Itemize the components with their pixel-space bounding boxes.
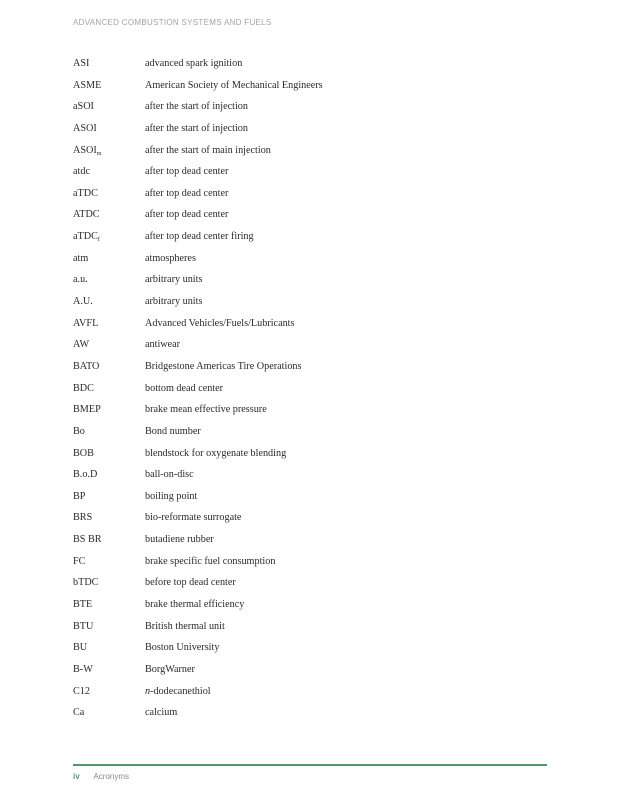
list-item [73, 621, 543, 643]
acronym-definition [145, 448, 286, 459]
acronym-term [73, 318, 98, 329]
definition-text: brake mean effective pressure [145, 404, 267, 416]
definition-text: bio-reformate surrogate [145, 512, 242, 524]
list-item [73, 274, 543, 296]
acronym-term [73, 361, 99, 372]
footer [73, 772, 129, 781]
list-item [73, 80, 543, 102]
acronym-term [73, 209, 100, 220]
list-item [73, 383, 543, 405]
acronym-definition [145, 383, 223, 394]
list-item [73, 491, 543, 513]
list-item [73, 209, 543, 231]
acronym-definition [145, 274, 202, 285]
definition-text: BorgWarner [145, 663, 195, 675]
acronym-term-text: AVFL [73, 317, 99, 329]
acronym-term [73, 534, 102, 545]
acronym-definition [145, 296, 202, 307]
acronym-term-text: ASOI [73, 122, 97, 134]
list-item [73, 556, 543, 578]
definition-text: blendstock for oxygenate blending [145, 447, 287, 459]
acronym-term-text: BTU [73, 620, 94, 632]
list-item [73, 145, 543, 167]
acronym-term-text: bTDC [73, 577, 99, 589]
acronym-term-text: atm [73, 252, 89, 264]
acronym-term-text: B-W [73, 663, 93, 675]
acronym-term [73, 296, 93, 307]
acronym-definition [145, 404, 267, 415]
acronym-term-text: FC [73, 555, 86, 567]
acronym-term-text: ATDC [73, 209, 100, 221]
acronym-term-text: Bo [73, 425, 85, 437]
acronym-term [73, 491, 85, 502]
acronym-term-text: BRS [73, 512, 93, 524]
definition-italic-prefix: n [145, 685, 151, 697]
acronym-definition [145, 231, 254, 242]
list-item [73, 361, 543, 383]
acronym-definition [145, 621, 225, 632]
definition-text: American Society of Mechanical Engineers [145, 79, 323, 91]
acronym-term [73, 145, 101, 157]
acronym-definition [145, 253, 196, 264]
acronym-term [73, 556, 85, 567]
acronym-term [73, 80, 101, 91]
list-item [73, 469, 543, 491]
list-item [73, 58, 543, 80]
acronym-term [73, 707, 84, 718]
acronym-list [73, 58, 543, 729]
acronym-term [73, 469, 97, 480]
list-item [73, 534, 543, 556]
acronym-term [73, 274, 88, 285]
acronym-term [73, 253, 88, 264]
acronym-definition [145, 58, 242, 69]
definition-text: after the start of main injection [145, 144, 271, 156]
acronym-term [73, 166, 90, 177]
definition-text: arbitrary units [145, 296, 203, 308]
acronym-term-text: Ca [73, 707, 85, 719]
definition-text: bottom dead center [145, 382, 224, 394]
acronym-term-text: BOB [73, 447, 94, 459]
definition-text: calcium [145, 707, 178, 719]
list-item [73, 512, 543, 534]
acronym-term [73, 664, 93, 675]
list-item [73, 664, 543, 686]
list-item [73, 599, 543, 621]
acronym-definition [145, 166, 228, 177]
acronym-term [73, 577, 98, 588]
definition-text: butadiene rubber [145, 534, 214, 546]
acronym-term-text: BMEP [73, 404, 101, 416]
acronym-definition [145, 491, 197, 502]
definition-text: after the start of injection [145, 101, 248, 113]
acronym-term-text: BU [73, 642, 88, 654]
acronym-term [73, 101, 94, 112]
definition-text: antiwear [145, 339, 181, 351]
definition-text: after top dead center [145, 187, 229, 199]
definition-text: boiling point [145, 490, 198, 502]
acronym-definition [145, 361, 301, 372]
acronym-term-text: aTDC [73, 231, 98, 243]
acronym-term-text: BATO [73, 360, 100, 372]
definition-text: Bond number [145, 425, 201, 437]
acronym-term-text: ASI [73, 58, 90, 69]
definition-text: after top dead center firing [145, 231, 254, 243]
definition-text: Bridgestone Americas Tire Operations [145, 360, 302, 372]
list-item [73, 448, 543, 470]
definition-text: brake thermal efficiency [145, 599, 245, 611]
acronym-definition [145, 426, 201, 437]
acronym-term [73, 123, 97, 134]
list-item [73, 101, 543, 123]
definition-text: British thermal unit [145, 620, 225, 632]
acronym-term [73, 642, 87, 653]
definition-text: after the start of injection [145, 122, 248, 134]
page-number: iv [73, 772, 80, 781]
acronym-term [73, 231, 100, 243]
acronym-term-text: B.o.D [73, 469, 98, 481]
acronym-term [73, 383, 94, 394]
list-item [73, 339, 543, 361]
acronym-term [73, 188, 98, 199]
list-item [73, 426, 543, 448]
list-item [73, 577, 543, 599]
acronym-term-text: ASOI [73, 144, 97, 156]
acronym-term [73, 512, 92, 523]
list-item [73, 166, 543, 188]
acronym-definition [145, 123, 248, 134]
acronym-definition [145, 101, 248, 112]
acronym-term-text: BTE [73, 599, 93, 611]
acronym-term-text: BS BR [73, 534, 102, 546]
acronym-term [73, 599, 92, 610]
definition-text: -dodecanethiol [150, 685, 211, 697]
acronym-definition [145, 209, 228, 220]
acronym-term [73, 686, 90, 697]
list-item [73, 231, 543, 253]
acronym-definition [145, 512, 241, 523]
definition-text: advanced spark ignition [145, 58, 243, 69]
list-item [73, 253, 543, 275]
definition-text: after top dead center [145, 209, 229, 221]
acronym-definition [145, 642, 219, 653]
definition-text: ball-on-disc [145, 469, 194, 481]
acronym-subscript: m [96, 150, 102, 157]
acronym-definition [145, 556, 275, 567]
definition-text: Boston University [145, 642, 220, 654]
list-item [73, 404, 543, 426]
list-item [73, 707, 543, 729]
acronym-term-text: A.U. [73, 296, 93, 308]
acronym-term [73, 621, 93, 632]
acronym-definition [145, 145, 271, 156]
acronym-subscript: f [97, 237, 100, 244]
acronym-term-text: aSOI [73, 101, 94, 113]
acronym-term-text: atdc [73, 166, 90, 178]
acronym-term-text: BDC [73, 382, 94, 394]
definition-text: after top dead center [145, 166, 229, 178]
acronym-definition [145, 534, 214, 545]
list-item [73, 318, 543, 340]
acronym-term [73, 58, 89, 69]
footer-rule [73, 764, 547, 766]
list-item [73, 642, 543, 664]
acronym-term-text: BP [73, 490, 86, 502]
acronym-term-text: C12 [73, 685, 90, 697]
acronym-term [73, 404, 101, 415]
acronym-term [73, 426, 85, 437]
acronym-definition [145, 707, 177, 718]
acronym-definition [145, 318, 294, 329]
definition-text: arbitrary units [145, 274, 203, 286]
acronym-term [73, 448, 94, 459]
acronym-term-text: aTDC [73, 187, 98, 199]
acronym-definition [145, 577, 236, 588]
acronym-definition [145, 80, 323, 91]
list-item [73, 188, 543, 210]
acronym-term [73, 339, 89, 350]
acronym-definition [145, 469, 194, 480]
running-header: ADVANCED COMBUSTION SYSTEMS AND FUELS [73, 18, 272, 27]
list-item [73, 296, 543, 318]
acronym-term-text: AW [73, 339, 90, 351]
acronym-term-text: a.u. [73, 274, 88, 286]
definition-text: atmospheres [145, 252, 196, 264]
acronym-definition [145, 664, 195, 675]
list-item [73, 686, 543, 708]
acronym-definition [145, 686, 211, 697]
definition-text: before top dead center [145, 577, 236, 589]
acronym-definition [145, 599, 244, 610]
footer-section-label: Acronyms [93, 772, 130, 781]
list-item [73, 123, 543, 145]
acronym-definition [145, 188, 228, 199]
acronym-term-text: ASME [73, 79, 102, 91]
acronym-definition [145, 339, 180, 350]
definition-text: brake specific fuel consumption [145, 555, 276, 567]
definition-text: Advanced Vehicles/Fuels/Lubricants [145, 317, 295, 329]
